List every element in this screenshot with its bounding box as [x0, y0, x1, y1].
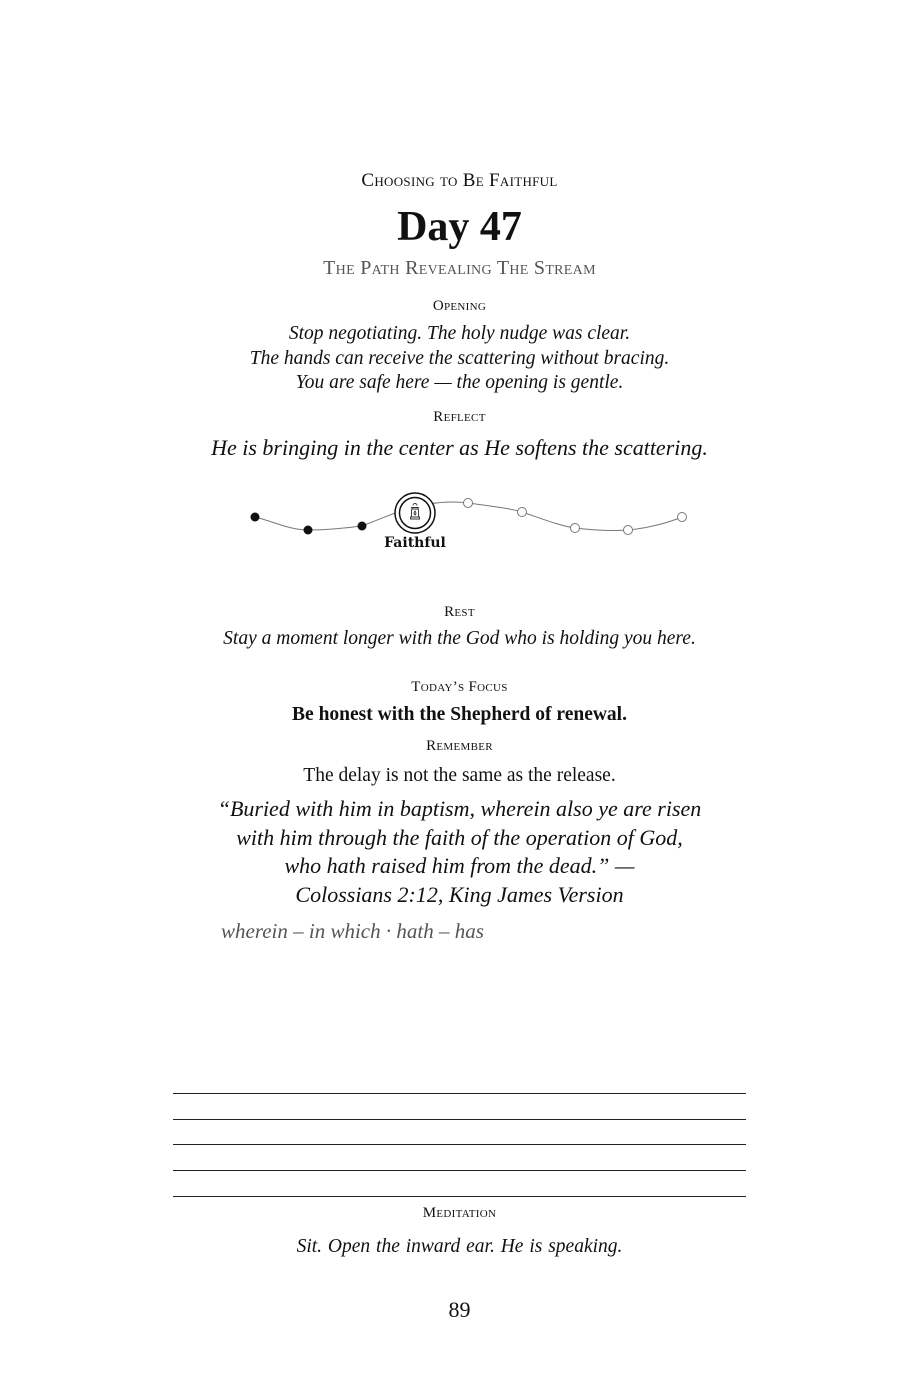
scripture-line: who hath raised him from the dead.” —: [284, 853, 635, 878]
journal-line[interactable]: [173, 1170, 746, 1171]
reflect-label: Reflect: [433, 409, 486, 425]
journal-line[interactable]: [173, 1093, 746, 1094]
focus-text: Be honest with the Shepherd of renewal.: [292, 704, 627, 725]
path-step-upcoming: [464, 499, 473, 508]
scripture-citation: Colossians 2:12, King James Version: [295, 881, 624, 907]
scripture-line: “Buried with him in baptism, wherein also ye are risen: [217, 796, 702, 821]
page-title: Day 47: [397, 204, 522, 250]
page-number: 89: [448, 1297, 471, 1322]
opening-line: You are safe here — the opening is gentle.: [295, 372, 624, 393]
remember-text: The delay is not the same as the release.: [303, 765, 616, 786]
path-step-upcoming: [678, 513, 687, 522]
rest-text: Stay a moment longer with the God who is holding you here.: [223, 628, 696, 649]
path-step-upcoming: [624, 526, 633, 535]
glossary: wherein – in which · hath – has: [221, 919, 484, 943]
remember-label: Remember: [426, 738, 493, 754]
path-step-completed: [358, 522, 367, 531]
current-step-label: Faithful: [384, 535, 446, 551]
path-step-upcoming: [518, 508, 527, 517]
path-step-upcoming: [571, 524, 580, 533]
journal-line[interactable]: [173, 1144, 746, 1145]
page-subtitle: The Path Revealing The Stream: [323, 257, 596, 279]
running-head: Choosing to Be Faithful: [361, 170, 558, 191]
opening-text: [0, 322, 919, 396]
path-step-completed: [304, 526, 313, 535]
rest-label: Rest: [444, 604, 475, 620]
opening-line: Stop negotiating. The holy nudge was clear.: [288, 323, 631, 344]
scripture-quote: [0, 795, 919, 909]
focus-label: Today’s Focus: [411, 679, 508, 695]
scripture-line: with him through the faith of the operation of God,: [236, 824, 683, 850]
path-step-completed: [251, 513, 260, 522]
journal-line[interactable]: [173, 1119, 746, 1120]
opening-label: Opening: [432, 298, 487, 314]
reflect-text: He is bringing in the center as He softens the scattering.: [211, 435, 708, 460]
path-step-current: [395, 493, 435, 533]
opening-line: The hands can receive the scattering without bracing.: [249, 347, 670, 369]
journal-line[interactable]: [173, 1196, 746, 1197]
meditation-label: Meditation: [422, 1205, 497, 1221]
meditation-text: Sit. Open the inward ear. He is speaking.: [296, 1236, 623, 1257]
progress-path: [230, 482, 700, 562]
